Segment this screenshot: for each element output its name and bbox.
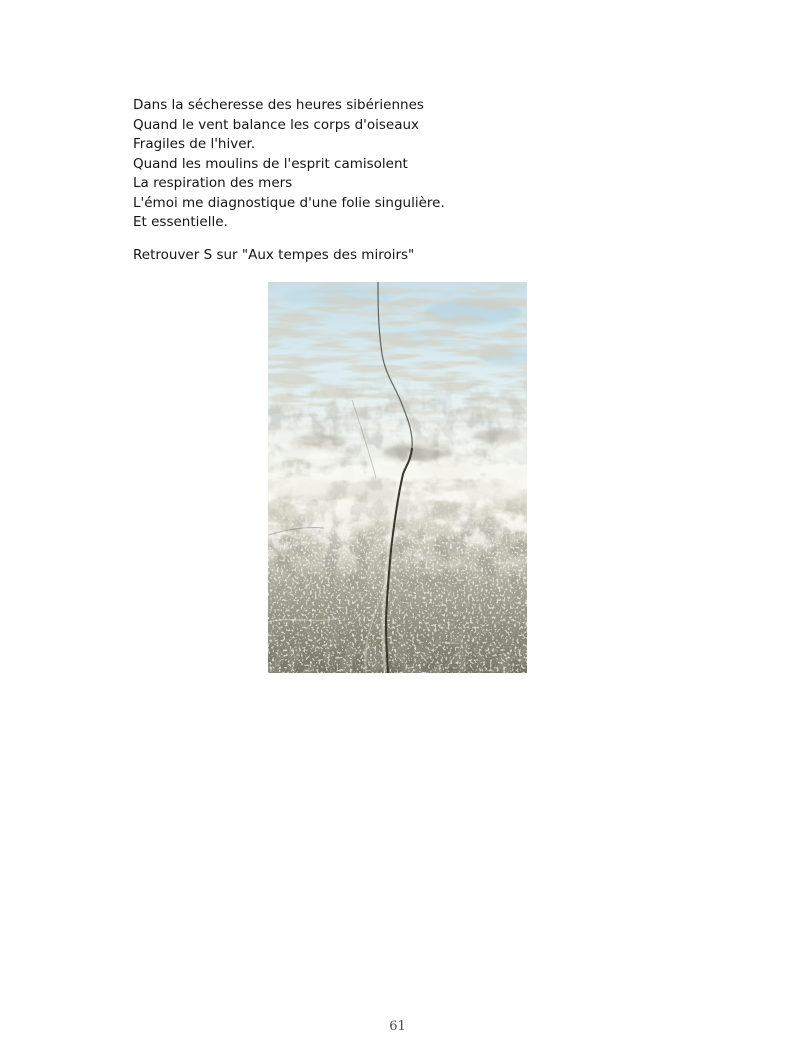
poem-line: L'émoi me diagnostique d'une folie singulière. xyxy=(133,194,445,211)
poem-footer-line: Retrouver S sur "Aux tempes des miroirs" xyxy=(133,246,415,263)
poem-block xyxy=(133,96,445,265)
poem-line: Fragiles de l'hiver. xyxy=(133,136,256,152)
ice-crack-photo xyxy=(268,282,527,673)
page-number: 61 xyxy=(389,1019,406,1034)
poem-line: La respiration des mers xyxy=(133,175,293,191)
photo-figure xyxy=(268,282,527,673)
poem-line: Quand les moulins de l'esprit camisolent xyxy=(133,155,408,172)
speckle-texture xyxy=(268,282,527,673)
poem-line: Dans la sécheresse des heures sibériennes xyxy=(133,97,424,113)
poem-line: Et essentielle. xyxy=(133,214,228,230)
poem-line: Quand le vent balance les corps d'oiseaux xyxy=(133,116,420,133)
